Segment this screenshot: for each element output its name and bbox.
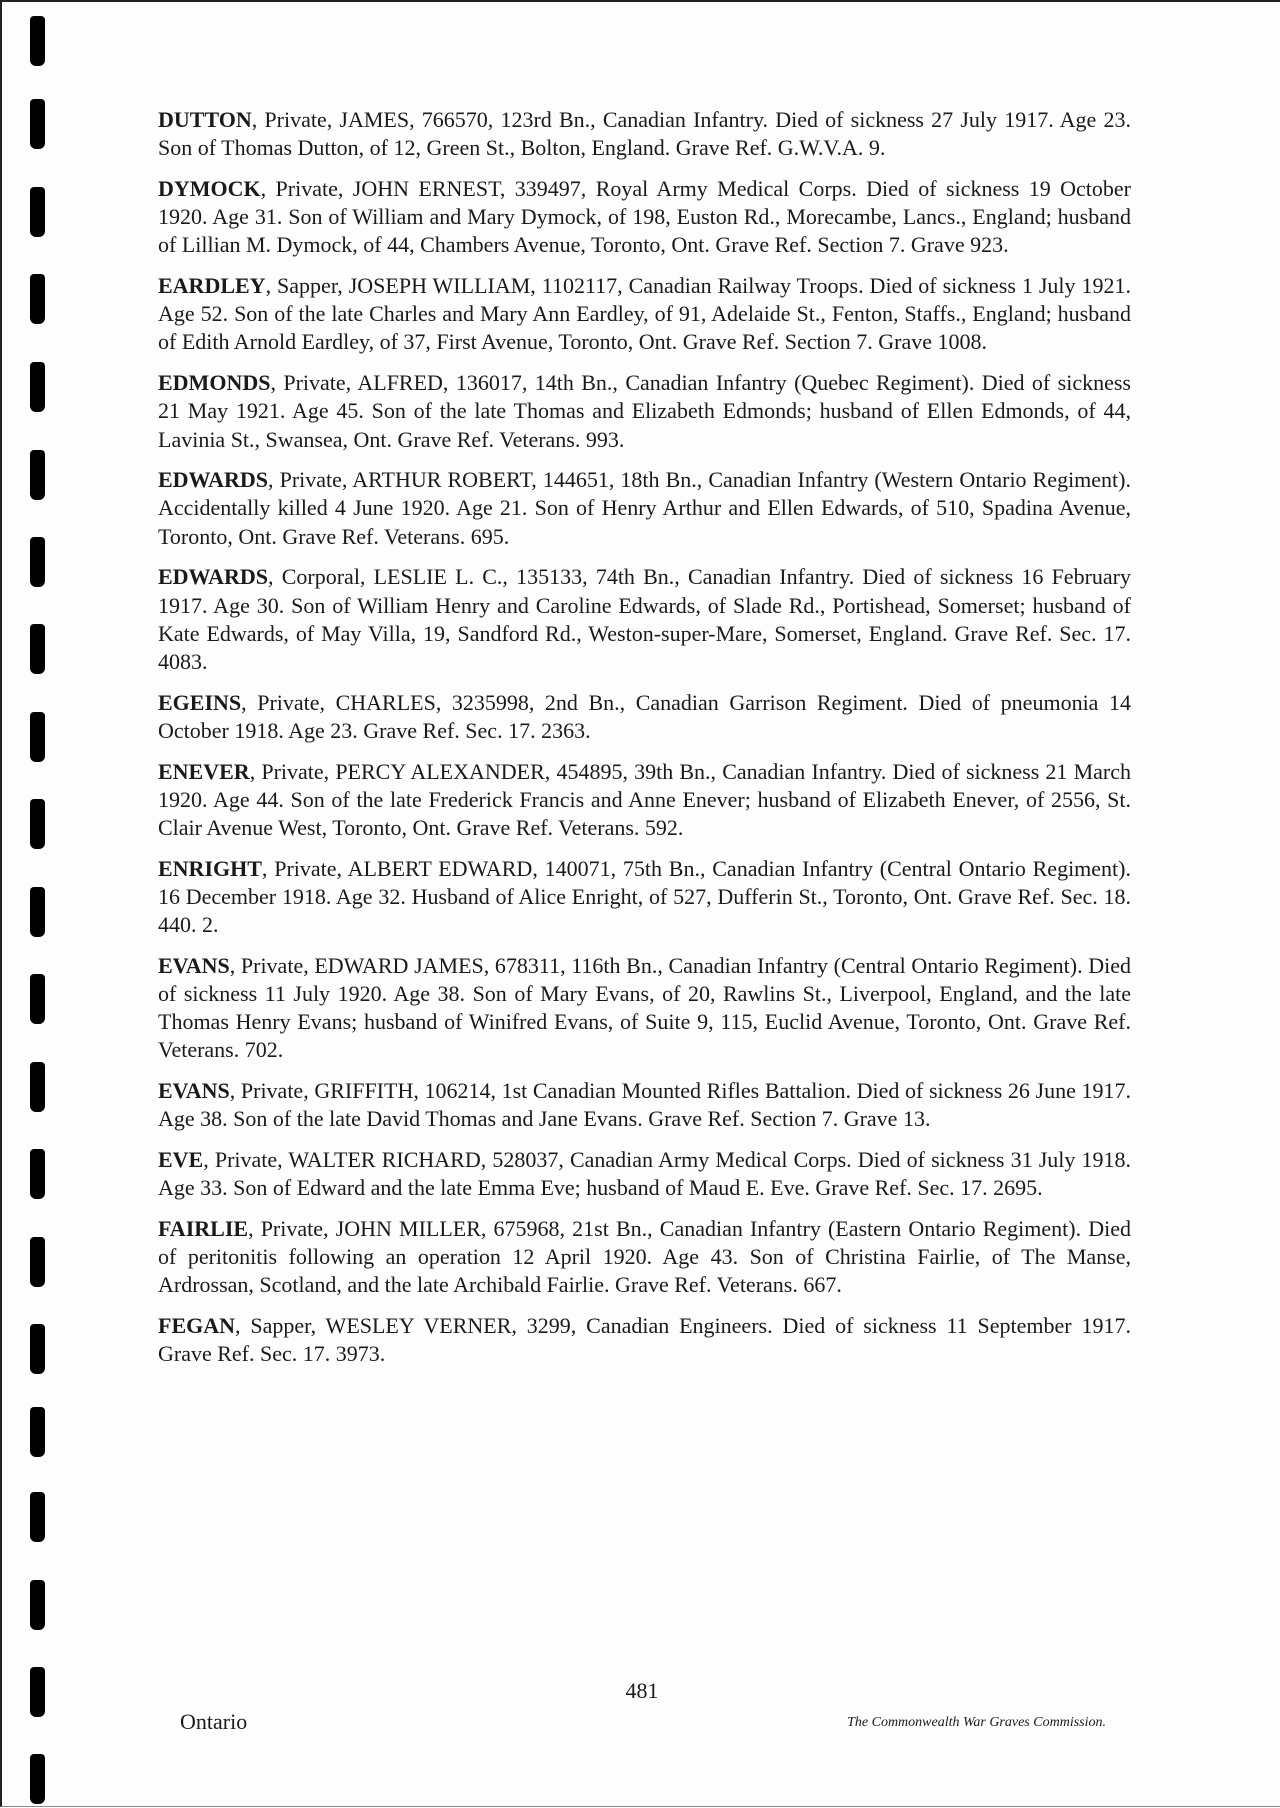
entry-details: , Private, ALFRED, 136017, 14th Bn., Canadian Infantry (Quebec Regiment). Died of sickness 21 May 1921. Age 45. Son of the late Thomas and Elizabeth Edmonds; husband of Ellen Edmonds, of 44, Lavinia St., Swansea, Ont. Grave Ref. Veterans. 993.	[158, 370, 1131, 452]
entry-details: , Private, ALBERT EDWARD, 140071, 75th Bn., Canadian Infantry (Central Ontario Regiment). 16 December 1918. Age 32. Husband of Alice Enright, of 527, Dufferin St., Toronto, Ont. Grave Ref. Sec. 18. 440. 2.	[158, 855, 1131, 938]
binding-hole-icon	[30, 450, 45, 500]
entries-list	[158, 106, 1131, 1381]
binding-hole-icon	[30, 799, 45, 849]
entry-surname: EDMONDS	[158, 370, 271, 396]
entry-surname: EVANS	[158, 1078, 230, 1104]
casualty-entry	[158, 1077, 1131, 1133]
entry-surname: EVANS	[158, 952, 230, 978]
binding-hole-icon	[30, 974, 45, 1024]
binding-hole-icon	[30, 887, 45, 937]
casualty-entry	[158, 689, 1131, 745]
entry-details: , Private, WALTER RICHARD, 528037, Canadian Army Medical Corps. Died of sickness 31 July 1918. Age 33. Son of Edward and the late Emma Eve; husband of Maud E. Eve. Grave Ref. Sec. 17. 2695.	[158, 1147, 1131, 1201]
casualty-entry	[158, 952, 1131, 1065]
casualty-entry	[158, 106, 1131, 162]
entry-details: , Private, GRIFFITH, 106214, 1st Canadian Mounted Rifles Battalion. Died of sickness 26 June 1917. Age 38. Son of the late David Thomas and Jane Evans. Grave Ref. Section 7. Grave 13.	[158, 1078, 1131, 1132]
entry-details: , Sapper, WESLEY VERNER, 3299, Canadian Engineers. Died of sickness 11 September 1917. Grave Ref. Sec. 17. 3973.	[158, 1313, 1131, 1367]
entry-surname: DUTTON	[158, 107, 252, 132]
binding-hole-icon	[30, 1407, 45, 1457]
entry-surname: EARDLEY	[158, 273, 266, 299]
entry-details: , Private, JOHN MILLER, 675968, 21st Bn., Canadian Infantry (Eastern Ontario Regiment). Died of peritonitis following an operation 12 April 1920. Age 43. Son of Christina Fairlie, of The Manse, Ardrossan, Scotland, and the late Archibald Fairlie. Grave Ref. Veterans. 667.	[158, 1215, 1131, 1298]
binding-hole-icon	[30, 274, 45, 324]
casualty-entry	[158, 175, 1131, 260]
entry-details: , Private, PERCY ALEXANDER, 454895, 39th Bn., Canadian Infantry. Died of sickness 21 March 1920. Age 44. Son of the late Frederick Francis and Anne Enever; husband of Elizabeth Enever, of 2556, St. Clair Avenue West, Toronto, Ont. Grave Ref. Veterans. 592.	[158, 758, 1131, 840]
binding-hole-icon	[30, 99, 45, 149]
binding-hole-icon	[30, 1062, 45, 1112]
binding-hole-icon	[30, 1754, 45, 1804]
footer-region: Ontario	[180, 1709, 248, 1734]
binding-hole-icon	[30, 16, 45, 66]
binding-hole-icon	[30, 187, 45, 237]
entry-surname: EDWARDS	[158, 467, 269, 493]
casualty-entry	[158, 1146, 1131, 1202]
entry-surname: FAIRLIE	[158, 1215, 249, 1241]
casualty-entry	[158, 563, 1131, 676]
casualty-entry	[158, 855, 1131, 940]
binding-hole-icon	[30, 362, 45, 412]
entry-details: , Private, ARTHUR ROBERT, 144651, 18th Bn., Canadian Infantry (Western Ontario Regiment). Accidentally killed 4 June 1920. Age 21. Son of Henry Arthur and Ellen Edwards, of 510, Spadina Avenue, Toronto, Ont. Grave Ref. Veterans. 695.	[158, 467, 1131, 549]
binding-hole-icon	[30, 1237, 45, 1287]
entry-surname: EVE	[158, 1147, 204, 1172]
casualty-entry	[158, 272, 1131, 357]
footer-publisher: The Commonwealth War Graves Commission.	[847, 1715, 1106, 1730]
entry-surname: EDWARDS	[158, 564, 269, 590]
binding-hole-icon	[30, 1149, 45, 1199]
binding-hole-icon	[30, 537, 45, 587]
binding-hole-icon	[30, 1324, 45, 1374]
entry-details: , Private, CHARLES, 3235998, 2nd Bn., Canadian Garrison Regiment. Died of pneumonia 14 October 1918. Age 23. Grave Ref. Sec. 17. 2363.	[158, 689, 1131, 743]
entry-surname: FEGAN	[158, 1313, 235, 1339]
casualty-entry	[158, 466, 1131, 551]
binding-holes	[30, 2, 54, 1808]
entry-details: , Private, EDWARD JAMES, 678311, 116th Bn., Canadian Infantry (Central Ontario Regiment). Died of sickness 11 July 1920. Age 38. Son of Mary Evans, of 20, Rawlins St., Liverpool, England, and the late Thomas Henry Evans; husband of Winifred Evans, of Suite 9, 115, Euclid Avenue, Toronto, Ont. Grave Ref. Veterans. 702.	[158, 952, 1131, 1063]
casualty-entry	[158, 1312, 1131, 1368]
entry-surname: ENEVER	[158, 758, 250, 784]
entry-surname: DYMOCK	[158, 175, 261, 201]
casualty-entry	[158, 758, 1131, 843]
binding-hole-icon	[30, 624, 45, 674]
entry-details: , Private, JAMES, 766570, 123rd Bn., Canadian Infantry. Died of sickness 27 July 1917. Age 23. Son of Thomas Dutton, of 12, Green St., Bolton, England. Grave Ref. G.W.V.A. 9.	[158, 107, 1131, 161]
entry-details: , Private, JOHN ERNEST, 339497, Royal Army Medical Corps. Died of sickness 19 October 1920. Age 31. Son of William and Mary Dymock, of 198, Euston Rd., Morecambe, Lancs., England; husband of Lillian M. Dymock, of 44, Chambers Avenue, Toronto, Ont. Grave Ref. Section 7. Grave 923.	[158, 175, 1131, 258]
entry-details: , Corporal, LESLIE L. C., 135133, 74th Bn., Canadian Infantry. Died of sickness 16 February 1917. Age 30. Son of William Henry and Caroline Edwards, of Slade Rd., Portishead, Somerset; husband of Kate Edwards, of May Villa, 19, Sandford Rd., Weston-super-Mare, Somerset, England. Grave Ref. Sec. 17. 4083.	[158, 564, 1131, 674]
binding-hole-icon	[30, 1580, 45, 1630]
casualty-entry	[158, 369, 1131, 454]
entry-details: , Sapper, JOSEPH WILLIAM, 1102117, Canadian Railway Troops. Died of sickness 1 July 1921. Age 52. Son of the late Charles and Mary Ann Eardley, of 91, Adelaide St., Fenton, Staffs., England; husband of Edith Arnold Eardley, of 37, First Avenue, Toronto, Ont. Grave Ref. Section 7. Grave 1008.	[158, 273, 1131, 355]
entry-surname: EGEINS	[158, 689, 242, 715]
casualty-entry	[158, 1215, 1131, 1300]
page-number: 481	[625, 1678, 659, 1703]
binding-hole-icon	[30, 1492, 45, 1542]
binding-hole-icon	[30, 712, 45, 762]
entry-surname: ENRIGHT	[158, 855, 262, 881]
